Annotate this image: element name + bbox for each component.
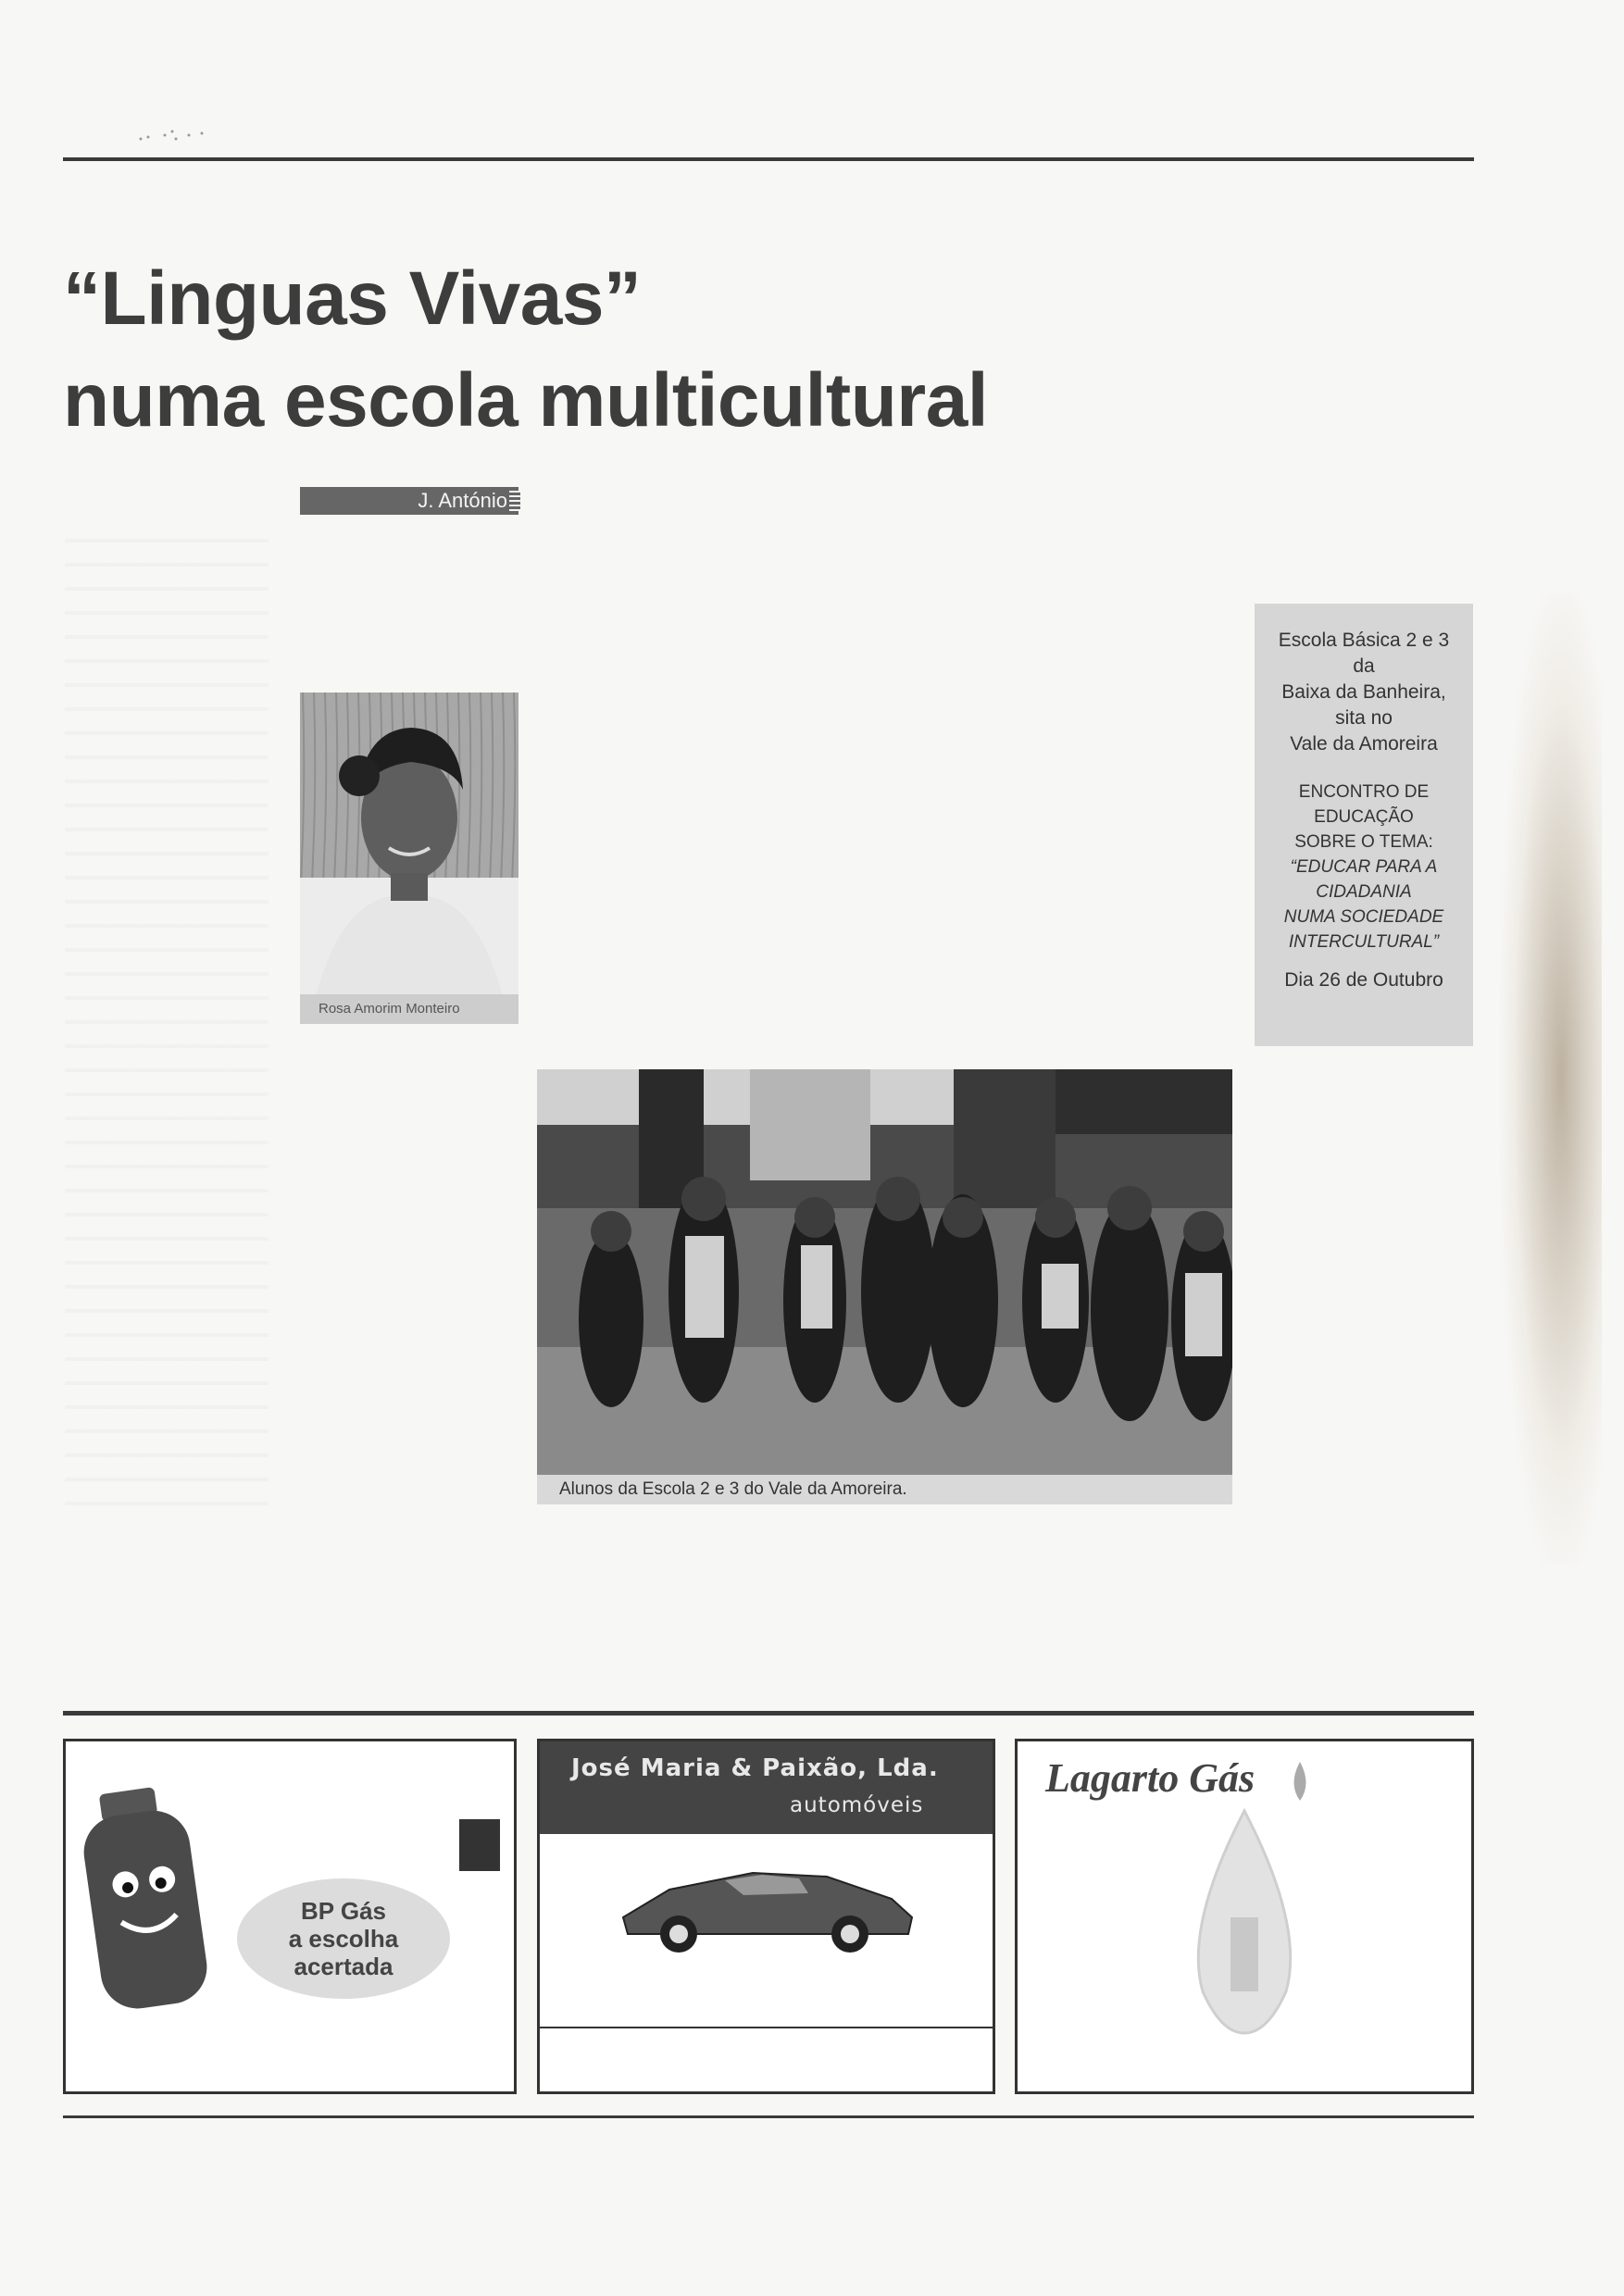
gas-cylinder-icon (77, 1778, 234, 2019)
top-rule (63, 157, 1474, 161)
theme-line-1: “EDUCAR PARA A (1290, 857, 1438, 877)
event-date: Dia 26 de Outubro (1284, 969, 1443, 991)
event-line-2: EDUCAÇÃO (1314, 807, 1414, 827)
bp-slogan-line-3: acertada (294, 1953, 394, 1980)
theme-line-4: INTERCULTURAL” (1288, 932, 1440, 952)
school-line-5: Vale da Amoreira (1290, 733, 1438, 755)
ads-top-rule (63, 1711, 1474, 1716)
school-line-4: sita no (1335, 707, 1393, 729)
small-flame-icon (1286, 1758, 1314, 1804)
flame-drop-icon (1175, 1806, 1314, 2038)
bp-gas-ad (63, 1739, 517, 2094)
lagarto-gas-ad (1015, 1739, 1474, 2094)
event-theme (1255, 855, 1473, 955)
paper-stain (1500, 593, 1602, 1565)
portrait-caption: Rosa Amorim Monteiro (300, 994, 518, 1024)
scanner-artifact-dots (137, 126, 220, 144)
students-photo-image (537, 1069, 1232, 1475)
author-byline (300, 487, 518, 515)
article-headline (63, 248, 988, 452)
bp-slogan-line-1: BP Gás (300, 1897, 386, 1925)
event-heading (1255, 780, 1473, 855)
theme-line-3: NUMA SOCIEDADE (1283, 907, 1444, 927)
headline-line-1: “Linguas Vivas” (63, 256, 642, 341)
bp-logo-block (459, 1819, 500, 1871)
author-name: J. António (418, 489, 507, 512)
jose-maria-subtitle: automóveis (790, 1793, 924, 1817)
photo-caption: Alunos da Escola 2 e 3 do Vale da Amoreira. (537, 1475, 1232, 1504)
theme-line-2: CIDADANIA (1316, 882, 1412, 902)
jose-maria-company-name: José Maria & Paixão, Lda. (571, 1754, 939, 1782)
event-line-1: ENCONTRO DE (1298, 782, 1430, 802)
school-line-1: Escola Básica 2 e 3 (1278, 630, 1450, 651)
portrait-photo (300, 693, 518, 1024)
event-info-box (1255, 604, 1473, 1046)
students-group-photo (537, 1069, 1232, 1475)
headline-line-2: numa escola multicultural (63, 358, 989, 443)
byline-stripe-icon (509, 491, 520, 511)
school-line-3: Baixa da Banheira, (1281, 681, 1446, 703)
page-bottom-rule (63, 2115, 1474, 2118)
portrait-image (300, 693, 518, 1024)
bp-slogan-bubble (237, 1878, 450, 1999)
event-line-3: SOBRE O TEMA: (1294, 832, 1433, 852)
jose-maria-divider (540, 2027, 993, 2028)
jose-maria-header (540, 1741, 993, 1834)
lagarto-gas-name: Lagarto Gás (1045, 1755, 1255, 1801)
school-line-2: da (1353, 655, 1375, 677)
jose-maria-paixao-ad (537, 1739, 995, 2094)
sports-car-icon (614, 1853, 919, 1964)
faded-text-column (65, 518, 269, 1518)
bp-slogan-line-2: a escolha (288, 1925, 399, 1953)
